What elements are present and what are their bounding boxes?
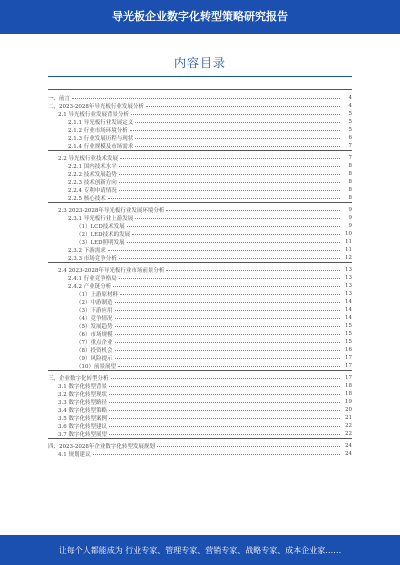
divider [48, 150, 352, 151]
toc-entry[interactable]: 3.6 数字化转型建议 22 [58, 422, 352, 430]
toc-entry[interactable]: 2.1.4 行业规模及市场需求 7 [68, 142, 352, 150]
toc-entry[interactable]: （8）投资机会 16 [76, 346, 352, 354]
toc-entry[interactable]: （10）前景展望 17 [76, 362, 352, 370]
toc-entry[interactable]: 3.2 数字化转型现状 18 [58, 390, 352, 398]
toc-entry[interactable]: 一、前言 4 [48, 94, 352, 102]
toc-entry[interactable]: 2.2.5 核心技术 8 [68, 194, 352, 202]
toc-entry[interactable]: 4.1 规划建议 24 [58, 450, 352, 458]
toc-entry[interactable]: （1）上游原材料 13 [76, 290, 352, 298]
divider [48, 370, 352, 371]
toc-entry[interactable]: 3.1 数字化转型背景 18 [58, 382, 352, 390]
toc-entry[interactable]: 2.1.2 行业市场环境分析 5 [68, 126, 352, 134]
toc-entry[interactable]: 2.4 2023-2028年导光板行业市场前景分析 13 [58, 266, 352, 274]
toc-entry[interactable]: 2.3 2023-2028年导光板行业发展环境分析 9 [58, 206, 352, 214]
toc-entry[interactable]: 2.3.3 市场竞争分析 12 [68, 254, 352, 262]
toc-entry[interactable]: 2.4.1 行业竞争格局 13 [68, 274, 352, 282]
toc-entry[interactable]: 3.4 数字化转型策略 20 [58, 406, 352, 414]
report-footer [0, 535, 400, 565]
toc-entry[interactable]: （7）重点企业 15 [76, 338, 352, 346]
toc-entry[interactable]: 2.1.3 行业发展历程与现状 6 [68, 134, 352, 142]
toc-entry[interactable]: 2.2.1 国内技术水平 8 [68, 162, 352, 170]
toc-entry[interactable]: 二、2023-2028年导光板行业发展分析 4 [48, 102, 352, 110]
report-title: 导光板企业数字化转型策略研究报告 [112, 10, 288, 23]
toc-entry[interactable]: （1）LCD技术发展 9 [76, 222, 352, 230]
toc-entry[interactable]: 四、2023-2028年企业数字化转型发展规划 24 [48, 442, 352, 450]
toc-entry[interactable]: 2.2.4 专利申请情况 8 [68, 186, 352, 194]
toc-entry[interactable]: 2.2.3 技术创新方向 8 [68, 178, 352, 186]
report-header [0, 0, 400, 34]
toc-entry[interactable]: 3.3 数字化转型路径 19 [58, 398, 352, 406]
toc-entry[interactable]: 3.7 数字化转型展望 22 [58, 430, 352, 438]
toc-entry[interactable]: 3.5 数字化转型案例 21 [58, 414, 352, 422]
toc-entry[interactable]: （4）竞争情况 14 [76, 314, 352, 322]
divider [48, 202, 352, 203]
divider [48, 438, 352, 439]
divider [48, 89, 352, 90]
toc-entry[interactable]: 2.3.2 下游需求 11 [68, 246, 352, 254]
toc-entry[interactable]: （2）中游制造 14 [76, 298, 352, 306]
toc-entry[interactable]: （2）LED技术的发展 10 [76, 230, 352, 238]
table-of-contents [48, 86, 352, 526]
toc-entry[interactable]: （9）风险提示 17 [76, 354, 352, 362]
toc-entry[interactable]: 2.3.1 导光板行业上游发展 9 [68, 214, 352, 222]
toc-entry[interactable]: （3）下游应用 14 [76, 306, 352, 314]
toc-entry[interactable]: 2.2 导光板行业技术发展 7 [58, 154, 352, 162]
toc-entry[interactable]: （3）LED照明发展 11 [76, 238, 352, 246]
toc-entry[interactable]: 2.4.2 产业链分析 13 [68, 282, 352, 290]
toc-entry[interactable]: 2.2.2 技术发展趋势 8 [68, 170, 352, 178]
toc-separator [48, 76, 352, 77]
toc-entry[interactable]: 2.1 导光板行业发展背景分析 5 [58, 110, 352, 118]
toc-entry[interactable]: 2.1.1 导光板行业发展定义 5 [68, 118, 352, 126]
toc-entry[interactable]: 三、企业数字化转型分析 17 [48, 374, 352, 382]
toc-heading: 内容目录 [173, 56, 226, 70]
toc-entry[interactable]: （5）发展趋势 15 [76, 322, 352, 330]
divider [48, 262, 352, 263]
footer-slogan: 让每个人都能成为 行业专家、管理专家、营销专家、战略专家、成本企业家…… [58, 545, 342, 555]
toc-entry[interactable]: （6）市场规模 15 [76, 330, 352, 338]
